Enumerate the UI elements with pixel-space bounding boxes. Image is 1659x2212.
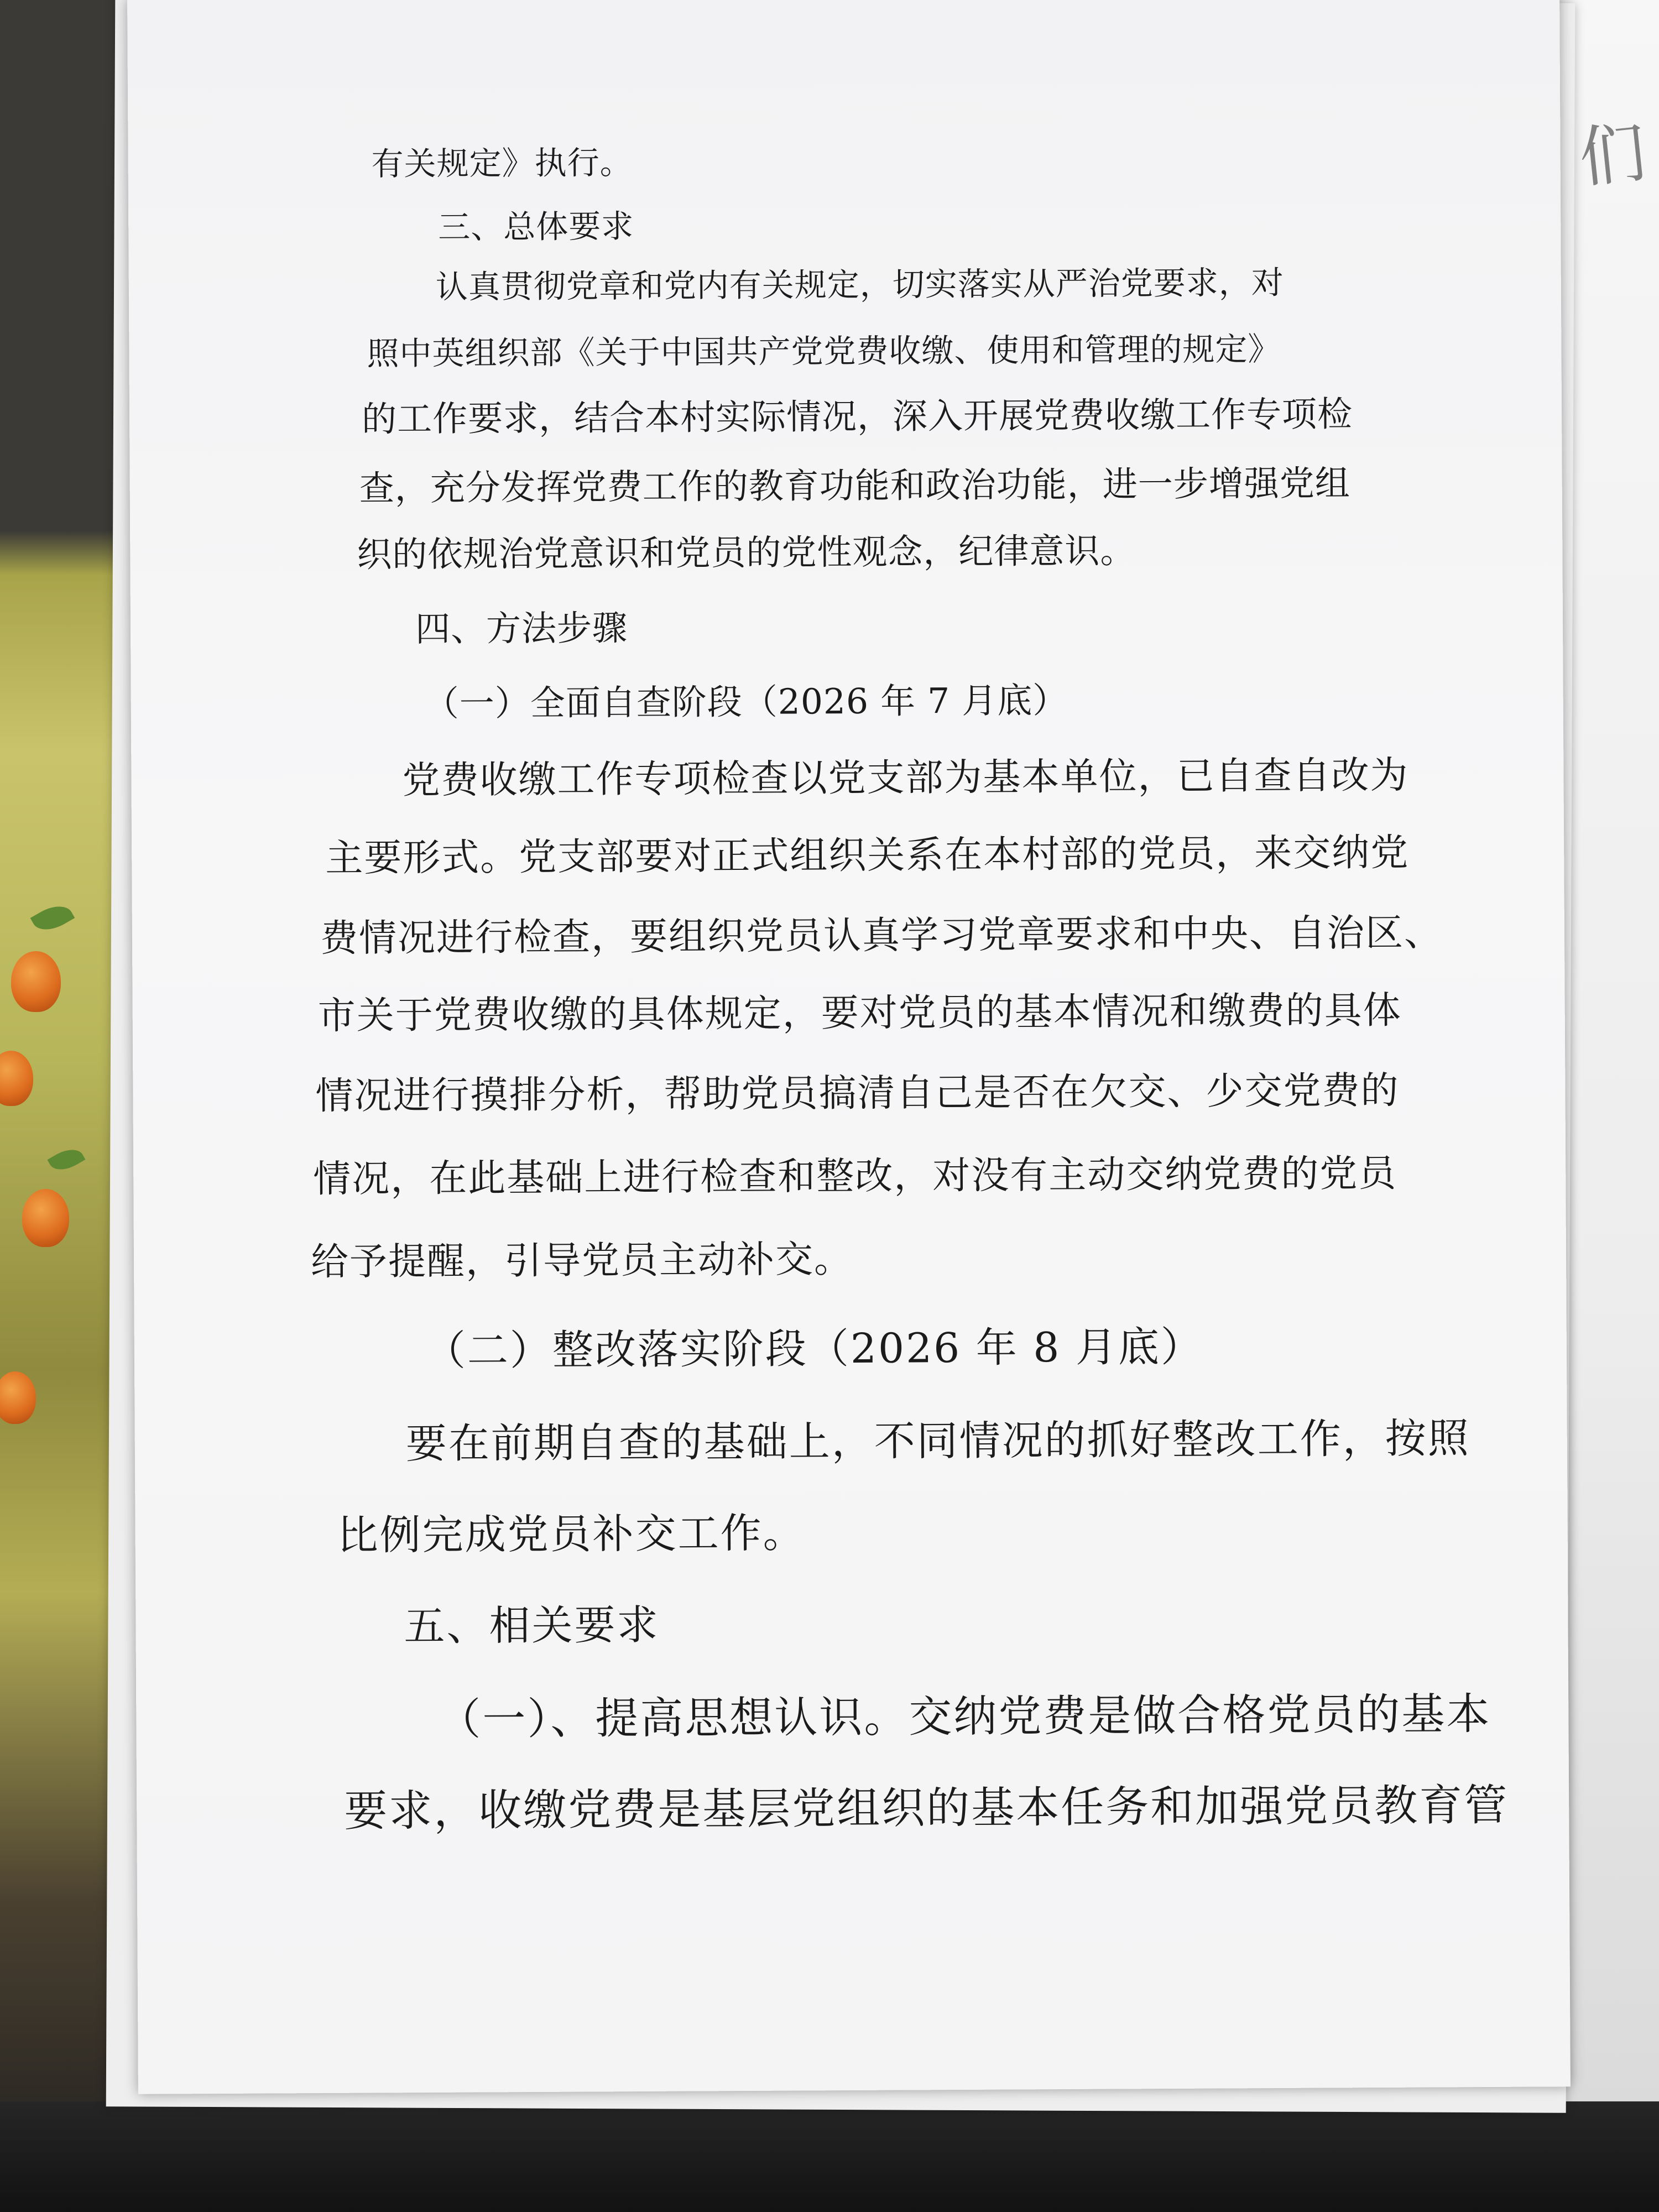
- text-line: 认真贯彻党章和党内有关规定，切实落实从严治党要求，对: [435, 263, 1285, 306]
- text-line: 有关规定》执行。: [371, 144, 633, 183]
- text-line: 查，充分发挥党费工作的教育功能和政治功能，进一步增强党组: [359, 463, 1350, 509]
- leaf-pattern: [30, 899, 75, 937]
- text-line: 给予提醒，引导党员主动补交。: [310, 1237, 853, 1285]
- text-line: 党费收缴工作专项检查以党支部为基本单位，已自查自改为: [402, 753, 1409, 803]
- text-line: 要在前期自查的基础上，不同情况的抓好整改工作，按照: [405, 1415, 1470, 1468]
- text-line: 费情况进行检查，要组织党员认真学习党章要求和中央、自治区、: [320, 911, 1443, 961]
- section-heading: 四、方法步骤: [415, 608, 628, 650]
- leaf-pattern: [48, 1143, 86, 1176]
- text-line: 照中英组织部《关于中国共产党党费收缴、使用和管理的规定》: [367, 330, 1281, 373]
- text-line: 主要形式。党支部要对正式组织关系在本村部的党员，来交纳党: [325, 831, 1410, 880]
- handwritten-mark: 们: [1575, 114, 1650, 197]
- section-heading: 三、总体要求: [438, 207, 634, 246]
- document-page: [127, 0, 1571, 2094]
- text-line: 要求，收缴党费是基层党组织的基本任务和加强党员教育管: [344, 1780, 1509, 1837]
- text-line: 市关于党费收缴的具体规定，要对党员的基本情况和缴费的具体: [317, 988, 1402, 1039]
- fruit-pattern: [0, 1051, 33, 1106]
- text-line: 比例完成党员补交工作。: [337, 1509, 806, 1559]
- fruit-pattern: [0, 1371, 36, 1424]
- subsection-heading: （二）整改落实阶段（2026 年 8 月底）: [424, 1323, 1204, 1375]
- text-line: 织的依规治党意识和党员的党性观念，纪律意识。: [357, 530, 1136, 575]
- subsection-heading: （一）全面自查阶段（2026 年 7 月底）: [424, 680, 1068, 724]
- text-line: （一）、提高思想认识。交纳党费是做合格党员的基本: [437, 1689, 1491, 1745]
- fruit-pattern: [11, 951, 61, 1012]
- background-desk: [0, 2101, 1659, 2212]
- text-line: 情况进行摸排分析，帮助党员搞清自己是否在欠交、少交党费的: [315, 1068, 1400, 1119]
- fruit-pattern: [22, 1189, 69, 1247]
- text-line: 的工作要求，结合本村实际情况，深入开展党费收缴工作专项检: [361, 394, 1353, 440]
- text-line: 情况，在此基础上进行检查和整改，对没有主动交纳党费的党员: [313, 1151, 1397, 1202]
- section-heading: 五、相关要求: [404, 1601, 660, 1651]
